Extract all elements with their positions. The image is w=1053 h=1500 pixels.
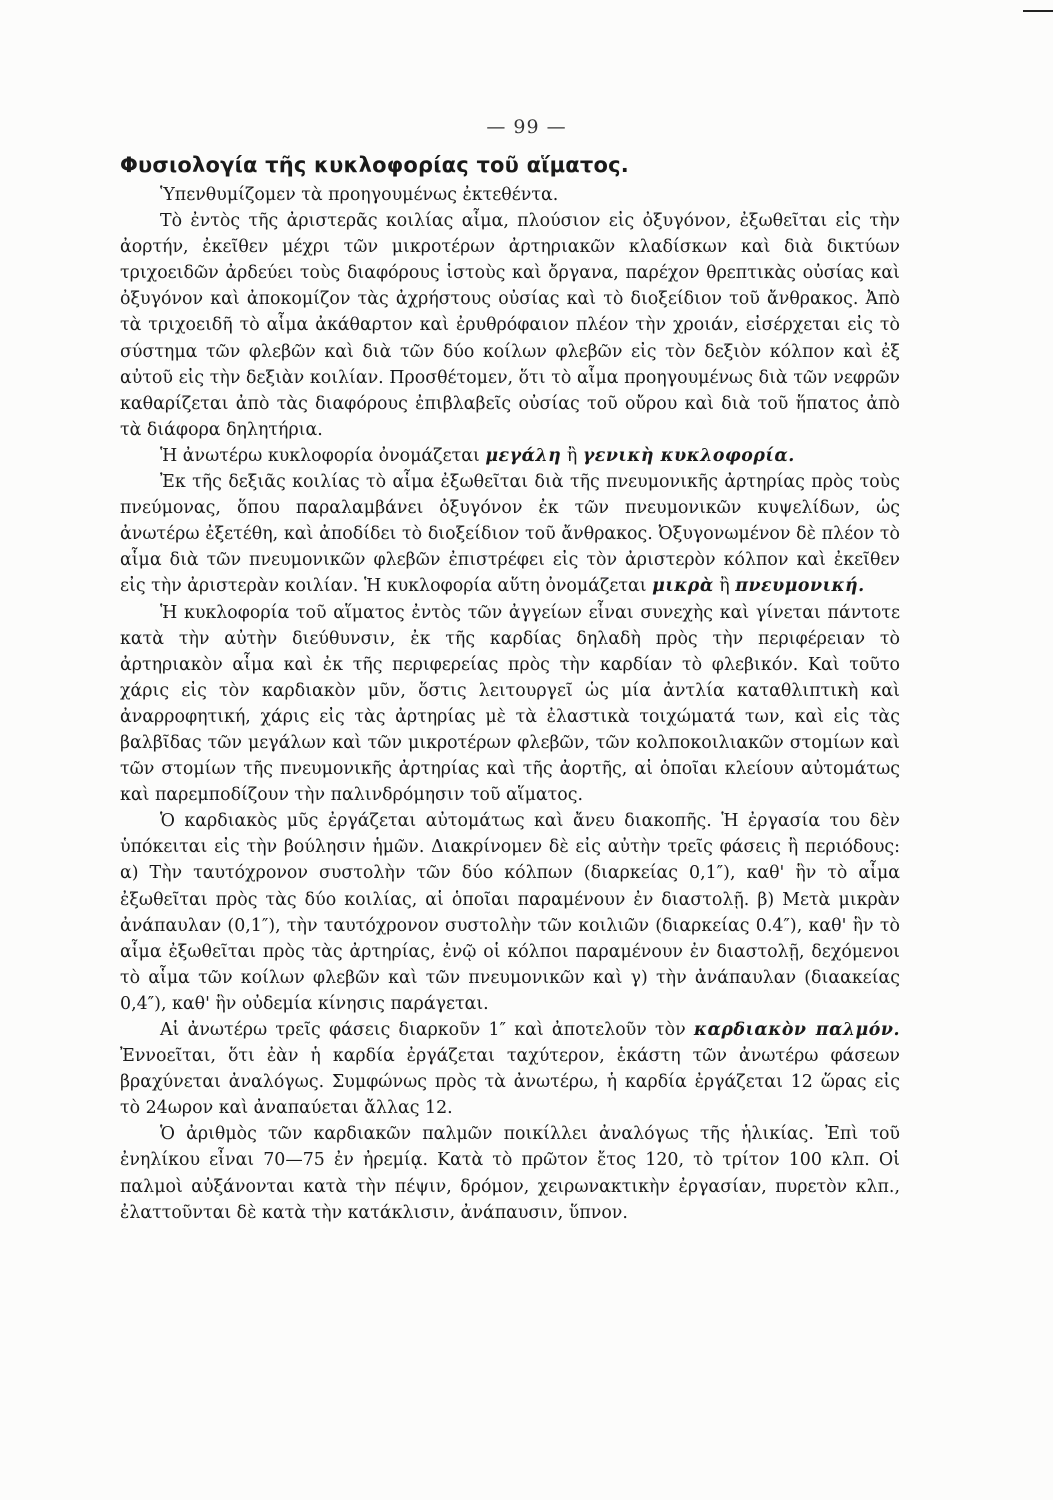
emphasis-term: καρδιακὸν παλμόν. bbox=[693, 1020, 900, 1040]
paragraph-continuous-flow: Ἡ κυκλοφορία τοῦ αἵματος ἐντὸς τῶν ἀγγείων εἶναι συνεχὴς καὶ γίνεται πάντοτε κατὰ τὴν αὐτὴν διεύθυνσιν, ἐκ τῆς καρδίας δηλαδὴ πρὸς τὴν περιφέρειαν τὸ ἀρτηριακὸν αἷμα καὶ ἐκ τῆς περιφερείας πρὸς τὴν καρδίαν τὸ φλεβικόν. Καὶ τοῦτο χάρις εἰς τὸν καρδιακὸν μῦν, ὅστις λειτουργεῖ ὡς μία ἀντλία καταθλιπτικὴ καὶ ἀναρροφητική, χάρις εἰς τὰς ἀρτηρίας μὲ τὰ ἐλαστικὰ τοιχώματά των, καὶ εἰς τὰς βαλβῖδας τῶν μεγάλων καὶ τῶν μικροτέρων φλεβῶν, τῶν κολποκοιλιακῶν στομίων καὶ τῶν στομίων τῆς πνευμονικῆς ἀρτηρίας καὶ τῆς ἀορτῆς, αἱ ὁποῖαι κλείουν αὐτομάτως καὶ παρεμποδίζουν τὴν παλινδρόμησιν τοῦ αἵματος. bbox=[120, 602, 900, 806]
emphasis-term: μικρὰ bbox=[652, 576, 714, 597]
emphasis-term: πνευμονική. bbox=[735, 576, 865, 597]
emphasis-term: γενικὴ κυκλοφορία. bbox=[582, 445, 795, 466]
text-segment: ἢ bbox=[713, 576, 736, 597]
section-title: Φυσιολογία τῆς κυκλοφορίας τοῦ αἵματος. bbox=[120, 153, 629, 177]
emphasis-term: μεγάλη bbox=[485, 445, 562, 466]
text-segment: Ἡ ἀνωτέρω κυκλοφορία ὀνομάζεται bbox=[160, 445, 486, 466]
text-segment: Αἱ ἀνωτέρω τρεῖς φάσεις διαρκοῦν 1″ καὶ ἀποτελοῦν τὸν bbox=[160, 1020, 694, 1040]
page-content bbox=[120, 150, 900, 1226]
paragraph-heart-phases: Ὁ καρδιακὸς μῦς ἐργάζεται αὐτομάτως καὶ ἄνευ διακοπῆς. Ἡ ἐργασία του δὲν ὑπόκειται εἰς τὴν βούλησιν ἡμῶν. Διακρίνομεν δὲ εἰς αὐτὴν τρεῖς φάσεις ἢ περιόδους: α) Τὴν ταυτόχρονον συστολὴν τῶν δύο κόλπων (διαρκείας 0,1″), καθ' ἣν τὸ αἷμα ἐξωθεῖται πρὸς τὰς δύο κοιλίας, αἱ ὁποῖαι παραμένουν ἐν διαστολῇ. β) Μετὰ μικρὰν ἀνάπαυλαν (0,1″), τὴν ταυτόχρονον συστολὴν τῶν κοιλιῶν (διαρκείας 0.4″), καθ' ἣν τὸ αἷμα ἐξωθεῖται πρὸς τὰς ἀρτηρίας, ἐνῷ οἱ κόλποι παραμένουν ἐν διαστολῇ, δεχόμενοι τὸ αἷμα τῶν κοίλων φλεβῶν καὶ τῶν πνευμονικῶν καὶ γ) τὴν ἀνάπαυλαν (διαακείας 0,4″), καθ' ἣν οὐδεμία κίνησις παράγεται. bbox=[120, 811, 900, 1014]
paragraph-systemic-flow: Τὸ ἐντὸς τῆς ἀριστερᾶς κοιλίας αἷμα, πλούσιον εἰς ὀξυγόνον, ἐξωθεῖται εἰς τὴν ἀορτήν, ἐκεῖθεν μέχρι τῶν μικροτέρων ἀρτηριακῶν κλαδίσκων καὶ διὰ δικτύων τριχοειδῶν ἀρδεύει τοὺς διαφόρους ἱστοὺς καὶ ὄργανα, παρέχον θρεπτικὰς οὐσίας καὶ ὀξυγόνον καὶ ἀποκομίζον τὰς ἀχρήστους οὐσίας καὶ τὸ διοξείδιον τοῦ ἄνθρακος. Ἀπὸ τὰ τριχοειδῆ τὸ αἷμα ἀκάθαρτον καὶ ἐρυθρόφαιον πλέον τὴν χροιάν, εἰσέρχεται εἰς τὸ σύστημα τῶν φλεβῶν καὶ διὰ τῶν δύο κοίλων φλεβῶν εἰς τὸν δεξιὸν κόλπον καὶ ἐξ αὐτοῦ εἰς τὴν δεξιὰν κοιλίαν. Προσθέτομεν, ὅτι τὸ αἷμα προηγουμένως διὰ τῶν νεφρῶν καθαρίζεται ἀπὸ τὰς διαφόρους ἐπιβλαβεῖς οὐσίας τοῦ οὔρου καὶ διὰ τοῦ ἥπατος ἀπὸ τὰ διάφορα δηλητήρια. bbox=[120, 211, 900, 440]
paragraph-pulmonary-circulation bbox=[120, 469, 900, 599]
paragraph-pulse-rate: Ὁ ἀριθμὸς τῶν καρδιακῶν παλμῶν ποικίλλει ἀναλόγως τῆς ἡλικίας. Ἐπὶ τοῦ ἐνηλίκου εἶναι 70—75 ἐν ἠρεμίᾳ. Κατὰ τὸ πρῶτον ἔτος 120, τὸ τρίτον 100 κλπ. Οἱ παλμοὶ αὐξάνονται κατὰ τὴν πέψιν, δρόμον, χειρωνακτικὴν ἐργασίαν, πυρετὸν κλπ., ἐλαττοῦνται δὲ κατὰ τὴν κατάκλισιν, ἀνάπαυσιν, ὕπνον. bbox=[120, 1124, 900, 1223]
paragraph-reminder: Ὑπενθυμίζομεν τὰ προηγουμένως ἐκτεθέντα. bbox=[160, 185, 559, 205]
corner-rule bbox=[1023, 10, 1053, 12]
text-segment: ἢ bbox=[561, 445, 583, 466]
paragraph-great-circulation bbox=[120, 443, 900, 469]
page-number: — 99 — bbox=[486, 116, 567, 138]
text-segment: Ἐκ τῆς δεξιᾶς κοιλίας τὸ αἷμα ἐξωθεῖται διὰ τῆς πνευμονικῆς ἀρτηρίας πρὸς τοὺς πνεύμονας, ὅπου παραλαμβάνει ὀξυγόνον ἐκ τῶν πνευμονικῶν κυψελίδων, ὡς ἀνωτέρω ἐξετέθη, καὶ ἀποδίδει τὸ διοξείδιον τοῦ ἄνθρακος. Ὀξυγονωμένον δὲ πλέον τὸ αἷμα διὰ τῶν πνευμονικῶν φλεβῶν ἐπιστρέφει εἰς τὸν ἀριστερὸν κόλπον καὶ ἐκεῖθεν εἰς τὴν ἀριστερὰν κοιλίαν. Ἡ κυκλοφορία αὕτη ὀνομάζεται bbox=[120, 472, 900, 597]
text-segment: Ἐννοεῖται, ὅτι ἐὰν ἡ καρδία ἐργάζεται ταχύτερον, ἑκάστη τῶν ἀνωτέρω φάσεων βραχύνεται ἀναλόγως. Συμφώνως πρὸς τὰ ἀνωτέρω, ἡ καρδία ἐργάζεται 12 ὥρας εἰς τὸ 24ωρον καὶ ἀναπαύεται ἄλλας 12. bbox=[120, 1046, 900, 1119]
paragraph-cardiac-pulse bbox=[120, 1017, 900, 1121]
